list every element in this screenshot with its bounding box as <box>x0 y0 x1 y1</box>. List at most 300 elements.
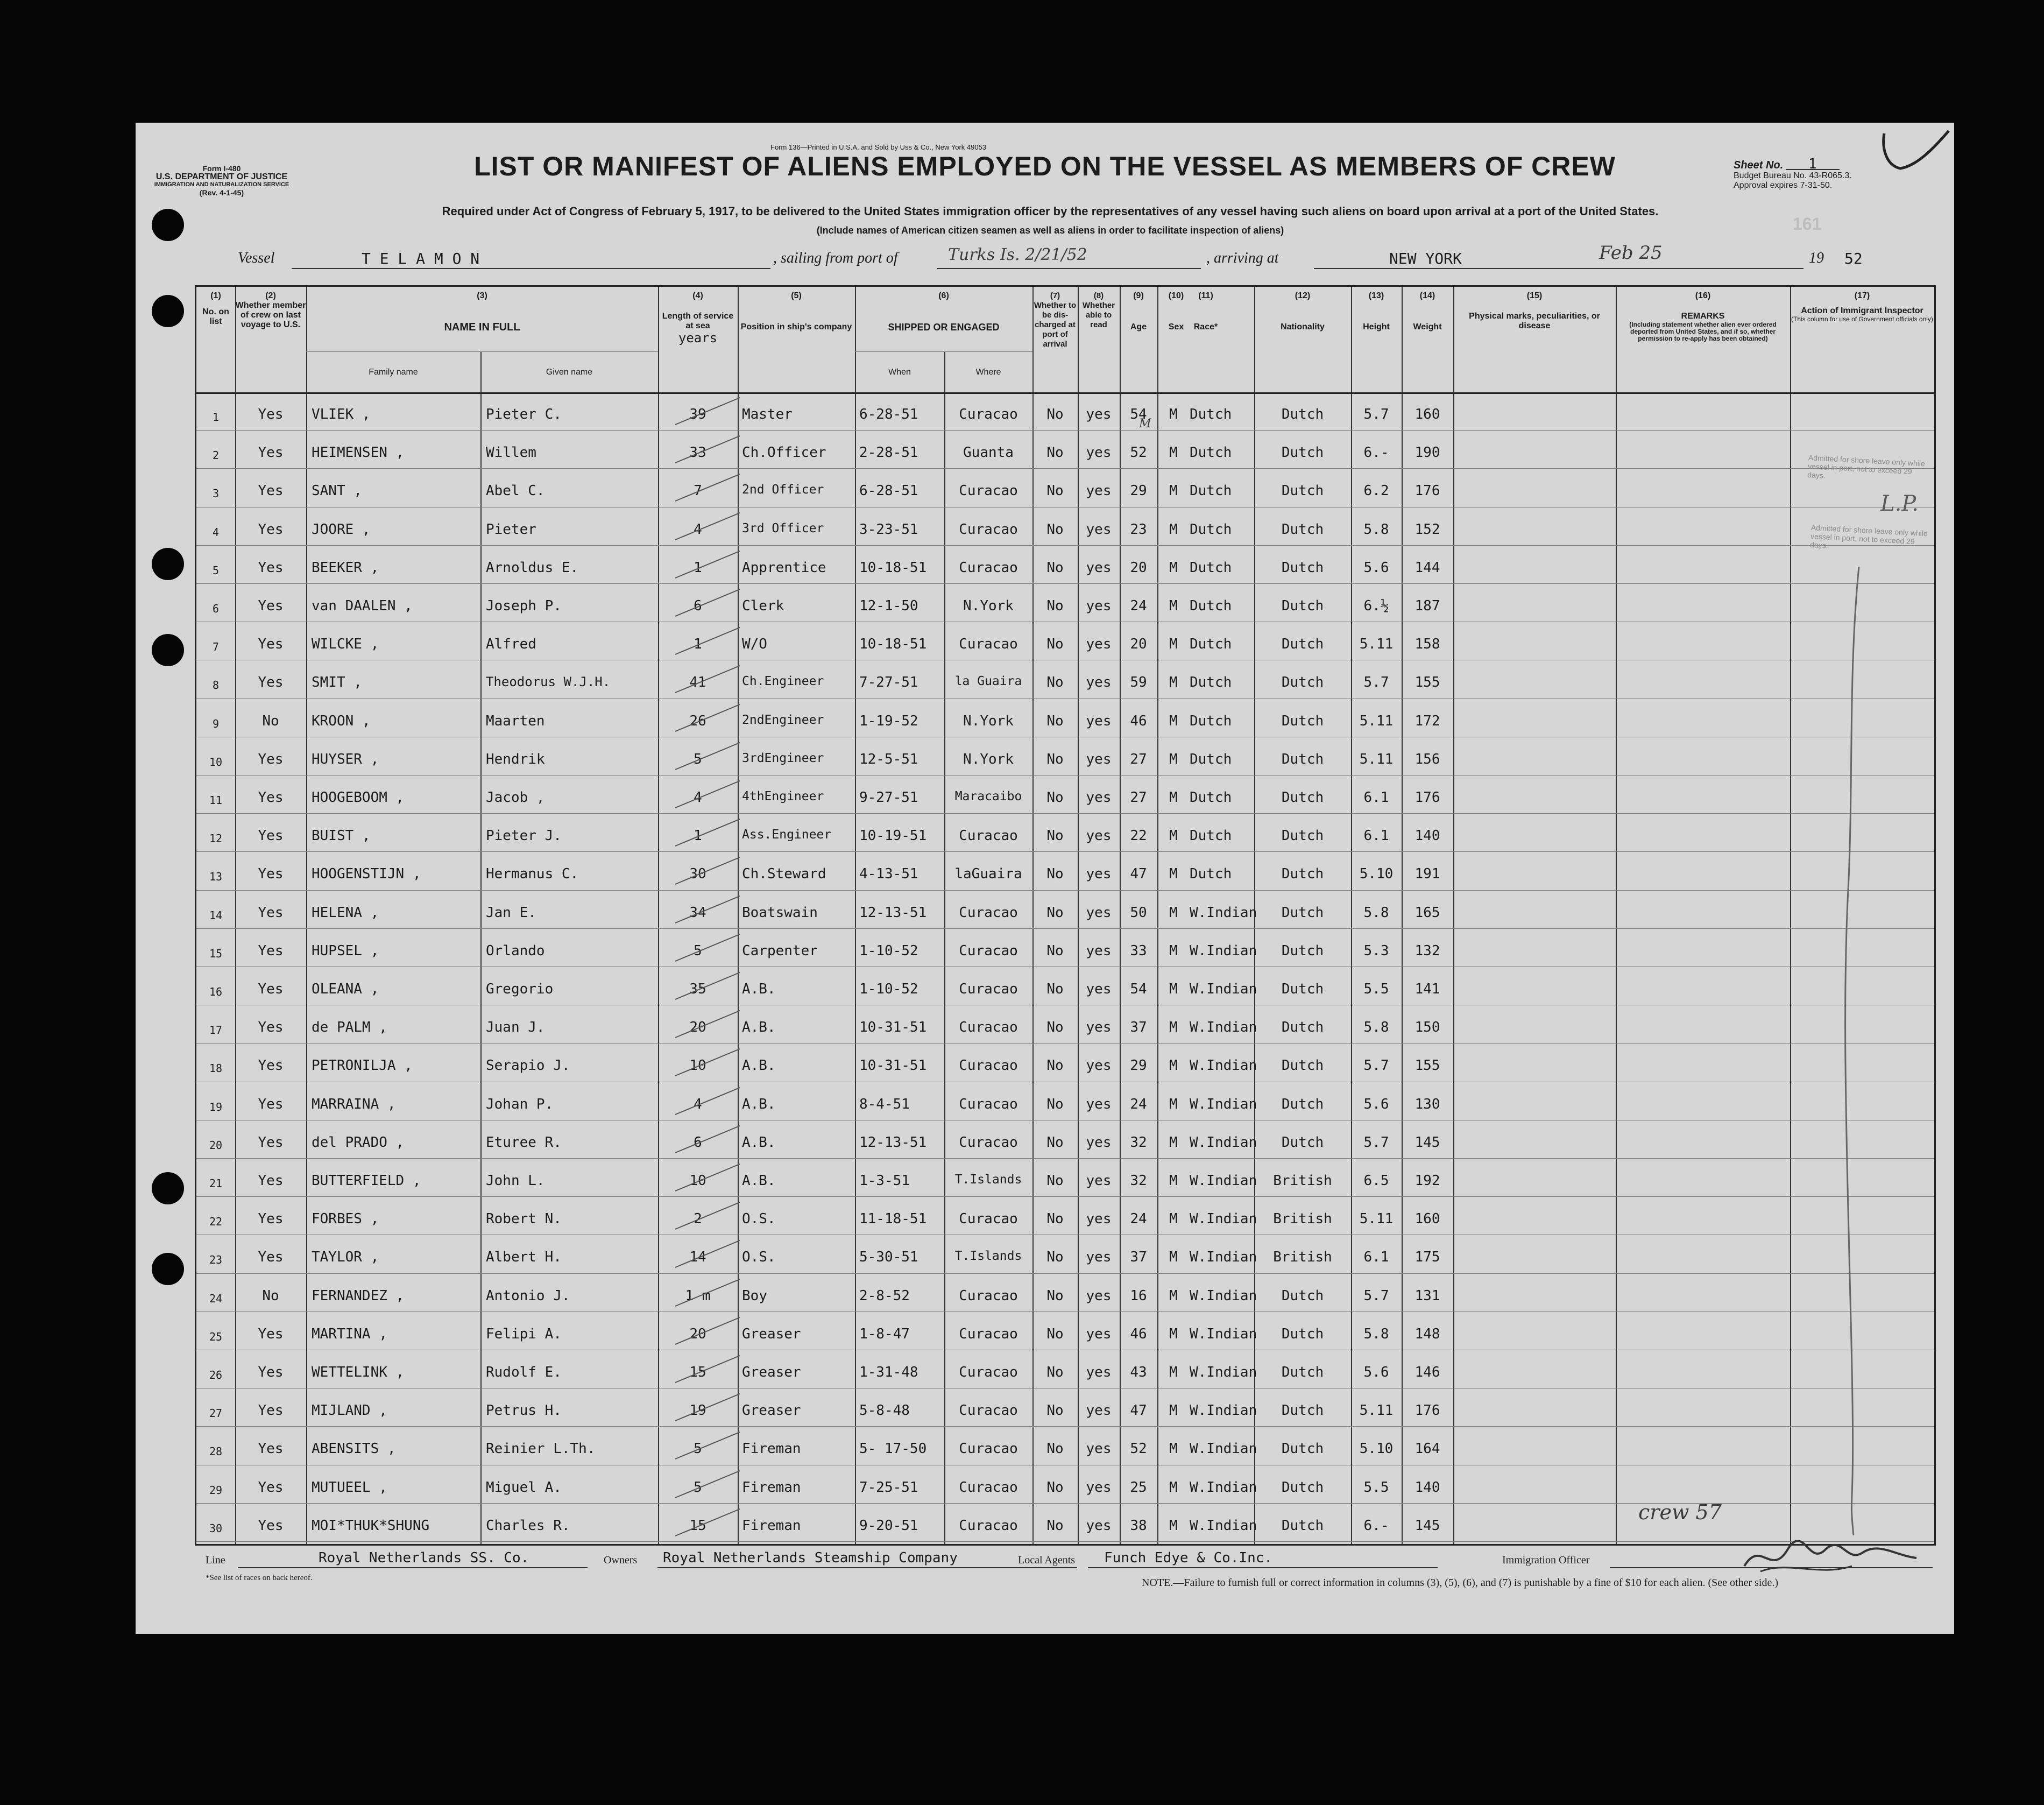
cell-last: Yes <box>258 981 284 997</box>
col-6-when: When <box>888 368 911 377</box>
cell-last: Yes <box>258 1479 284 1496</box>
cell-height: 5.6 <box>1363 1364 1389 1380</box>
cell-when: 1-10-52 <box>859 942 918 959</box>
col-10-num: (10) <box>1168 291 1184 300</box>
cell-where: Curacao <box>959 1517 1018 1534</box>
cell-disch: No <box>1046 789 1064 806</box>
cell-race: W.Indian <box>1190 942 1257 959</box>
cell-nat: Dutch <box>1281 674 1324 691</box>
cell-age: 29 <box>1130 1057 1147 1074</box>
cell-given: Pieter <box>486 521 536 538</box>
cell-disch: No <box>1046 1249 1064 1266</box>
tally-mark-icon <box>670 929 745 967</box>
cell-nat: Dutch <box>1281 1364 1324 1380</box>
cell-when: 12-13-51 <box>859 1134 927 1151</box>
cell-disch: No <box>1046 751 1064 767</box>
tally-mark-icon <box>670 1005 745 1043</box>
cell-race: Dutch <box>1190 598 1232 614</box>
cell-position: Ass.Engineer <box>742 828 832 842</box>
cell-nat: Dutch <box>1281 483 1324 499</box>
cell-family: HEIMENSEN , <box>312 445 405 461</box>
cell-disch: No <box>1046 828 1064 844</box>
include-note: (Include names of American citizen seamen as well as aliens in order to facilitate inspection of aliens) <box>816 225 1284 236</box>
cell-height: 6.1 <box>1363 828 1389 844</box>
table-row <box>196 967 1790 1005</box>
cell-height: 5.7 <box>1363 1134 1389 1151</box>
cell-given: Juan J. <box>486 1019 545 1036</box>
cell-age: 54 <box>1130 406 1147 422</box>
arriving-date: Feb 25 <box>1599 242 1663 264</box>
cell-years: 19 <box>689 1402 706 1419</box>
tally-mark-icon <box>670 584 745 622</box>
vessel-line <box>136 242 1954 271</box>
cell-read: yes <box>1086 866 1112 883</box>
cell-family: JOORE , <box>312 521 371 538</box>
cell-disch: No <box>1046 1211 1064 1228</box>
cell-weight: 144 <box>1414 559 1440 576</box>
col-16-sub: (Including statement whether alien ever ordered deported from United States, and if so, whether permission to re-apply has been obtained) <box>1629 321 1777 342</box>
owners-label: Owners <box>604 1554 638 1566</box>
cell-position: Boatswain <box>742 904 818 921</box>
cell-where: Curacao <box>959 521 1018 538</box>
tally-mark-icon <box>670 469 745 507</box>
cell-disch: No <box>1046 1441 1064 1457</box>
cell-weight: 158 <box>1414 636 1440 653</box>
cell-family: SMIT , <box>312 674 362 691</box>
cell-read: yes <box>1086 483 1112 499</box>
cell-when: 6-28-51 <box>859 406 918 422</box>
approval-expiry: Approval expires 7-31-50. <box>1734 181 1833 190</box>
row-number: 23 <box>209 1253 223 1267</box>
form-number: Form I-480 <box>202 164 241 173</box>
cell-sex: M <box>1169 1019 1178 1036</box>
col-3-num: (3) <box>477 291 487 300</box>
cell-when: 2-8-52 <box>859 1287 910 1304</box>
cell-where: T.Islands <box>954 1249 1022 1264</box>
cell-position: O.S. <box>742 1211 776 1228</box>
cell-sex: M <box>1169 406 1178 422</box>
cell-given: Orlando <box>486 942 545 959</box>
cell-nat: Dutch <box>1281 1441 1324 1457</box>
cell-last: Yes <box>258 1441 284 1457</box>
cell-read: yes <box>1086 406 1112 422</box>
sheet-block <box>1734 156 1852 191</box>
row-number: 30 <box>209 1521 223 1535</box>
cell-height: 5.6 <box>1363 559 1389 576</box>
cell-nat: Dutch <box>1281 406 1324 422</box>
cell-sex: M <box>1169 559 1178 576</box>
row-number: 17 <box>209 1024 223 1037</box>
col-16-num: (16) <box>1695 291 1711 300</box>
table-row <box>196 891 1790 929</box>
officer-signature-icon <box>1739 1534 1922 1582</box>
tally-mark-icon <box>670 1427 745 1465</box>
row-number: 12 <box>209 832 223 845</box>
cell-family: FORBES , <box>312 1211 379 1228</box>
cell-read: yes <box>1086 828 1112 844</box>
cell-years: 20 <box>689 1019 706 1036</box>
cell-years: 20 <box>689 1325 706 1342</box>
cell-sex: M <box>1169 1173 1178 1189</box>
cell-last: Yes <box>258 751 284 767</box>
cell-years: 26 <box>689 713 706 729</box>
table-row <box>196 852 1790 890</box>
cell-weight: 160 <box>1414 406 1440 422</box>
cell-weight: 191 <box>1414 866 1440 883</box>
cell-when: 12-5-51 <box>859 751 918 767</box>
cell-where: N.York <box>963 751 1014 767</box>
year-suffix: 52 <box>1844 250 1863 267</box>
cell-last: Yes <box>258 1249 284 1266</box>
cell-position: A.B. <box>742 1096 776 1112</box>
tally-mark-icon <box>670 1043 745 1082</box>
cell-given: Pieter C. <box>486 406 562 422</box>
cell-age: 47 <box>1130 866 1147 883</box>
cell-nat: Dutch <box>1281 942 1324 959</box>
cell-where: Curacao <box>959 1402 1018 1419</box>
cell-sex: M <box>1169 1325 1178 1342</box>
cell-last: Yes <box>258 1517 284 1534</box>
row-number: 18 <box>209 1062 223 1075</box>
cell-race: Dutch <box>1190 751 1232 767</box>
cell-position: Ch.Engineer <box>742 674 824 689</box>
row-number: 27 <box>209 1407 223 1420</box>
cell-sex: M <box>1169 1287 1178 1304</box>
cell-years: 10 <box>689 1057 706 1074</box>
cell-years: 5 <box>694 942 702 959</box>
col-4-num: (4) <box>692 291 703 300</box>
cell-weight: 131 <box>1414 1287 1440 1304</box>
cell-where: N.York <box>963 598 1014 614</box>
cell-where: Curacao <box>959 1019 1018 1036</box>
cell-weight: 175 <box>1414 1249 1440 1266</box>
cell-sex: M <box>1169 1517 1178 1534</box>
row-number: 28 <box>209 1445 223 1458</box>
cell-age: 38 <box>1130 1517 1147 1534</box>
cell-where: Curacao <box>959 904 1018 921</box>
cell-given: Jan E. <box>486 904 536 921</box>
cell-height: 5.8 <box>1363 521 1389 538</box>
cell-read: yes <box>1086 1479 1112 1496</box>
revision: (Rev. 4-1-45) <box>199 188 244 197</box>
cell-position: Greaser <box>742 1402 801 1419</box>
table-row <box>196 814 1790 852</box>
cell-when: 10-18-51 <box>859 636 927 653</box>
cell-race: Dutch <box>1190 713 1232 729</box>
cell-sex: M <box>1169 1249 1178 1266</box>
cell-read: yes <box>1086 1057 1112 1074</box>
cell-weight: 145 <box>1414 1134 1440 1151</box>
cell-nat: Dutch <box>1281 1479 1324 1496</box>
cell-position: Fireman <box>742 1479 801 1496</box>
form-id-block <box>146 165 297 197</box>
cell-disch: No <box>1046 713 1064 729</box>
cell-read: yes <box>1086 904 1112 921</box>
cell-height: 6.2 <box>1363 483 1389 499</box>
cell-family: SANT , <box>312 483 362 499</box>
cell-when: 11-18-51 <box>859 1211 927 1228</box>
cell-height: 5.11 <box>1359 636 1394 653</box>
cell-disch: No <box>1046 636 1064 653</box>
cell-height: 5.11 <box>1359 713 1394 729</box>
col-14-label: Weight <box>1413 322 1442 332</box>
cell-given: Petrus H. <box>486 1402 562 1419</box>
row-number: 6 <box>212 602 220 615</box>
cell-height: 5.11 <box>1359 1211 1394 1228</box>
cell-last: Yes <box>258 1134 284 1151</box>
cell-years: 4 <box>694 789 702 806</box>
cell-years: 5 <box>694 751 702 767</box>
cell-position: Clerk <box>742 598 784 614</box>
cell-disch: No <box>1046 1479 1064 1496</box>
cell-last: Yes <box>258 904 284 921</box>
cell-last: Yes <box>258 674 284 691</box>
cell-where: Curacao <box>959 483 1018 499</box>
cell-given: Serapio J. <box>486 1057 570 1074</box>
cell-years: 6 <box>694 1134 702 1151</box>
table-row <box>196 1235 1790 1273</box>
row-number: 8 <box>212 679 220 692</box>
cell-years: 30 <box>689 866 706 883</box>
cell-position: Fireman <box>742 1517 801 1534</box>
cell-nat: Dutch <box>1281 981 1324 997</box>
cell-family: HELENA , <box>312 904 379 921</box>
cell-weight: 130 <box>1414 1096 1440 1112</box>
cell-disch: No <box>1046 981 1064 997</box>
cell-sex: M <box>1169 789 1178 806</box>
tally-mark-icon <box>670 392 745 431</box>
cell-when: 1-8-47 <box>859 1325 910 1342</box>
cell-family: BUTTERFIELD , <box>312 1173 421 1189</box>
cell-disch: No <box>1046 1364 1064 1380</box>
cell-family: PETRONILJA , <box>312 1057 413 1074</box>
cell-disch: No <box>1046 1096 1064 1112</box>
page-stamp-number: 161 <box>1793 214 1822 234</box>
cell-last: Yes <box>258 1211 284 1228</box>
cell-read: yes <box>1086 1134 1112 1151</box>
col-17-label: Action of Immigrant Inspector <box>1801 306 1923 315</box>
table-row <box>196 1388 1790 1427</box>
cell-weight: 150 <box>1414 1019 1440 1036</box>
cell-last: No <box>262 1287 279 1304</box>
cell-weight: 155 <box>1414 674 1440 691</box>
cell-family: del PRADO , <box>312 1134 405 1151</box>
cell-sex: M <box>1169 598 1178 614</box>
cell-disch: No <box>1046 904 1064 921</box>
crew-table <box>195 285 1936 1546</box>
cell-race: W.Indian <box>1190 1173 1257 1189</box>
cell-disch: No <box>1046 1134 1064 1151</box>
col-8-num: (8) <box>1093 291 1104 300</box>
cell-height: 5.8 <box>1363 904 1389 921</box>
row-number: 11 <box>209 794 223 807</box>
cell-sex: M <box>1169 942 1178 959</box>
row-number: 22 <box>209 1215 223 1229</box>
cell-weight: 176 <box>1414 483 1440 499</box>
cell-disch: No <box>1046 406 1064 422</box>
cell-nat: Dutch <box>1281 1134 1324 1151</box>
col-6-where: Where <box>975 368 1001 377</box>
cell-where: T.Islands <box>954 1173 1022 1187</box>
col-9-label: Age <box>1130 322 1147 332</box>
cell-read: yes <box>1086 1287 1112 1304</box>
cell-where: N.York <box>963 713 1014 729</box>
cell-where: Curacao <box>959 1325 1018 1342</box>
cell-last: Yes <box>258 828 284 844</box>
cell-weight: 176 <box>1414 1402 1440 1419</box>
cell-sex: M <box>1169 521 1178 538</box>
cell-height: 6.1 <box>1363 1249 1389 1266</box>
cell-years: 6 <box>694 598 702 614</box>
punch-hole <box>152 209 184 241</box>
row-number: 1 <box>212 411 220 424</box>
table-row <box>196 1159 1790 1197</box>
cell-race: W.Indian <box>1190 1249 1257 1266</box>
cell-height: 5.7 <box>1363 674 1389 691</box>
cell-last: Yes <box>258 1364 284 1380</box>
cell-age: 32 <box>1130 1134 1147 1151</box>
cell-last: Yes <box>258 1019 284 1036</box>
table-row <box>196 1504 1790 1542</box>
cell-years: 34 <box>689 904 706 921</box>
cell-weight: 140 <box>1414 1479 1440 1496</box>
cell-years: 14 <box>689 1249 706 1266</box>
manifest-page <box>136 123 1954 1634</box>
row-number: 10 <box>209 755 223 768</box>
col-2-num: (2) <box>265 291 276 300</box>
cell-family: MOI*THUK*SHUNG <box>312 1517 430 1534</box>
tally-mark-icon <box>670 1504 745 1542</box>
cell-age: 46 <box>1130 1325 1147 1342</box>
cell-when: 9-20-51 <box>859 1517 918 1534</box>
table-row <box>196 929 1790 967</box>
row-number: 15 <box>209 947 223 960</box>
tally-mark-icon <box>670 1197 745 1235</box>
cell-when: 6-28-51 <box>859 483 918 499</box>
cell-last: Yes <box>258 1173 284 1189</box>
cell-given: Albert H. <box>486 1249 562 1266</box>
cell-race: W.Indian <box>1190 981 1257 997</box>
cell-last: Yes <box>258 483 284 499</box>
cell-read: yes <box>1086 1019 1112 1036</box>
cell-where: Curacao <box>959 1441 1018 1457</box>
cell-age: 50 <box>1130 904 1147 921</box>
cell-nat: Dutch <box>1281 521 1324 538</box>
table-row <box>196 1082 1790 1120</box>
col-16-label: REMARKS <box>1681 312 1725 321</box>
cell-read: yes <box>1086 1364 1112 1380</box>
cell-when: 10-19-51 <box>859 828 927 844</box>
cell-given: Rudolf E. <box>486 1364 562 1380</box>
cell-where: Curacao <box>959 981 1018 997</box>
cell-read: yes <box>1086 1325 1112 1342</box>
cell-height: 5.10 <box>1359 866 1394 883</box>
cell-race: W.Indian <box>1190 1019 1257 1036</box>
cell-nat: Dutch <box>1281 445 1324 461</box>
cell-position: A.B. <box>742 1134 776 1151</box>
cell-race: Dutch <box>1190 828 1232 844</box>
col-6-num: (6) <box>938 291 949 300</box>
cell-weight: 156 <box>1414 751 1440 767</box>
table-row <box>196 431 1790 469</box>
cell-nat: Dutch <box>1281 1517 1324 1534</box>
cell-read: yes <box>1086 981 1112 997</box>
row-number: 20 <box>209 1138 223 1152</box>
cell-disch: No <box>1046 1057 1064 1074</box>
vessel-label: Vessel <box>238 250 275 266</box>
cell-sex: M <box>1169 713 1178 729</box>
tally-mark-icon <box>670 852 745 890</box>
row-number: 2 <box>212 449 220 462</box>
cell-height: 6.½ <box>1363 598 1389 614</box>
cell-age: 22 <box>1130 828 1147 844</box>
cell-years: 1 <box>694 559 702 576</box>
cell-years: 2 <box>694 1211 702 1228</box>
table-row <box>196 1043 1790 1082</box>
col-8-label: Whether able to read <box>1083 301 1115 329</box>
row-number: 3 <box>212 487 220 500</box>
tally-mark-icon <box>670 814 745 852</box>
cell-race: W.Indian <box>1190 904 1257 921</box>
table-row <box>196 1312 1790 1350</box>
col-15-num: (15) <box>1526 291 1543 300</box>
tally-mark-icon <box>670 1159 745 1197</box>
cell-age: 43 <box>1130 1364 1147 1380</box>
cell-disch: No <box>1046 1325 1064 1342</box>
cell-last: Yes <box>258 445 284 461</box>
cell-weight: 192 <box>1414 1173 1440 1189</box>
row-number: 29 <box>209 1483 223 1497</box>
tally-mark-icon <box>670 1350 745 1388</box>
cell-where: laGuaira <box>954 866 1022 883</box>
cell-weight: 145 <box>1414 1517 1440 1534</box>
punch-hole <box>152 295 184 327</box>
cell-last: No <box>262 713 279 729</box>
cell-sex: M <box>1169 1479 1178 1496</box>
cell-race: Dutch <box>1190 636 1232 653</box>
sailing-label: , sailing from port of <box>773 250 898 266</box>
sheet-label: Sheet No. <box>1734 159 1784 171</box>
table-row <box>196 622 1790 660</box>
cell-height: 5.11 <box>1359 751 1394 767</box>
cell-position: Ch.Officer <box>742 445 826 461</box>
page-title: LIST OR MANIFEST OF ALIENS EMPLOYED ON THE VESSEL AS MEMBERS OF CREW <box>474 151 1616 181</box>
cell-position: Greaser <box>742 1364 801 1380</box>
cell-position: Fireman <box>742 1441 801 1457</box>
cell-age: 27 <box>1130 751 1147 767</box>
cell-height: 5.5 <box>1363 981 1389 997</box>
table-row <box>196 1465 1790 1504</box>
cell-when: 1-10-52 <box>859 981 918 997</box>
cell-height: 5.11 <box>1359 1402 1394 1419</box>
cell-when: 1-31-48 <box>859 1364 918 1380</box>
cell-weight: 155 <box>1414 1057 1440 1074</box>
cell-read: yes <box>1086 713 1112 729</box>
cell-disch: No <box>1046 866 1064 883</box>
table-row <box>196 1197 1790 1235</box>
cell-last: Yes <box>258 1402 284 1419</box>
row-number: 25 <box>209 1330 223 1343</box>
cell-when: 7-27-51 <box>859 674 918 691</box>
cell-race: Dutch <box>1190 674 1232 691</box>
cell-given: Gregorio <box>486 981 554 997</box>
cell-years: 41 <box>689 674 706 691</box>
cell-age: 20 <box>1130 559 1147 576</box>
owners-value: Royal Netherlands Steamship Company <box>663 1550 958 1566</box>
cell-age: 46 <box>1130 713 1147 729</box>
cell-sex: M <box>1169 1134 1178 1151</box>
cell-family: VLIEK , <box>312 406 371 422</box>
